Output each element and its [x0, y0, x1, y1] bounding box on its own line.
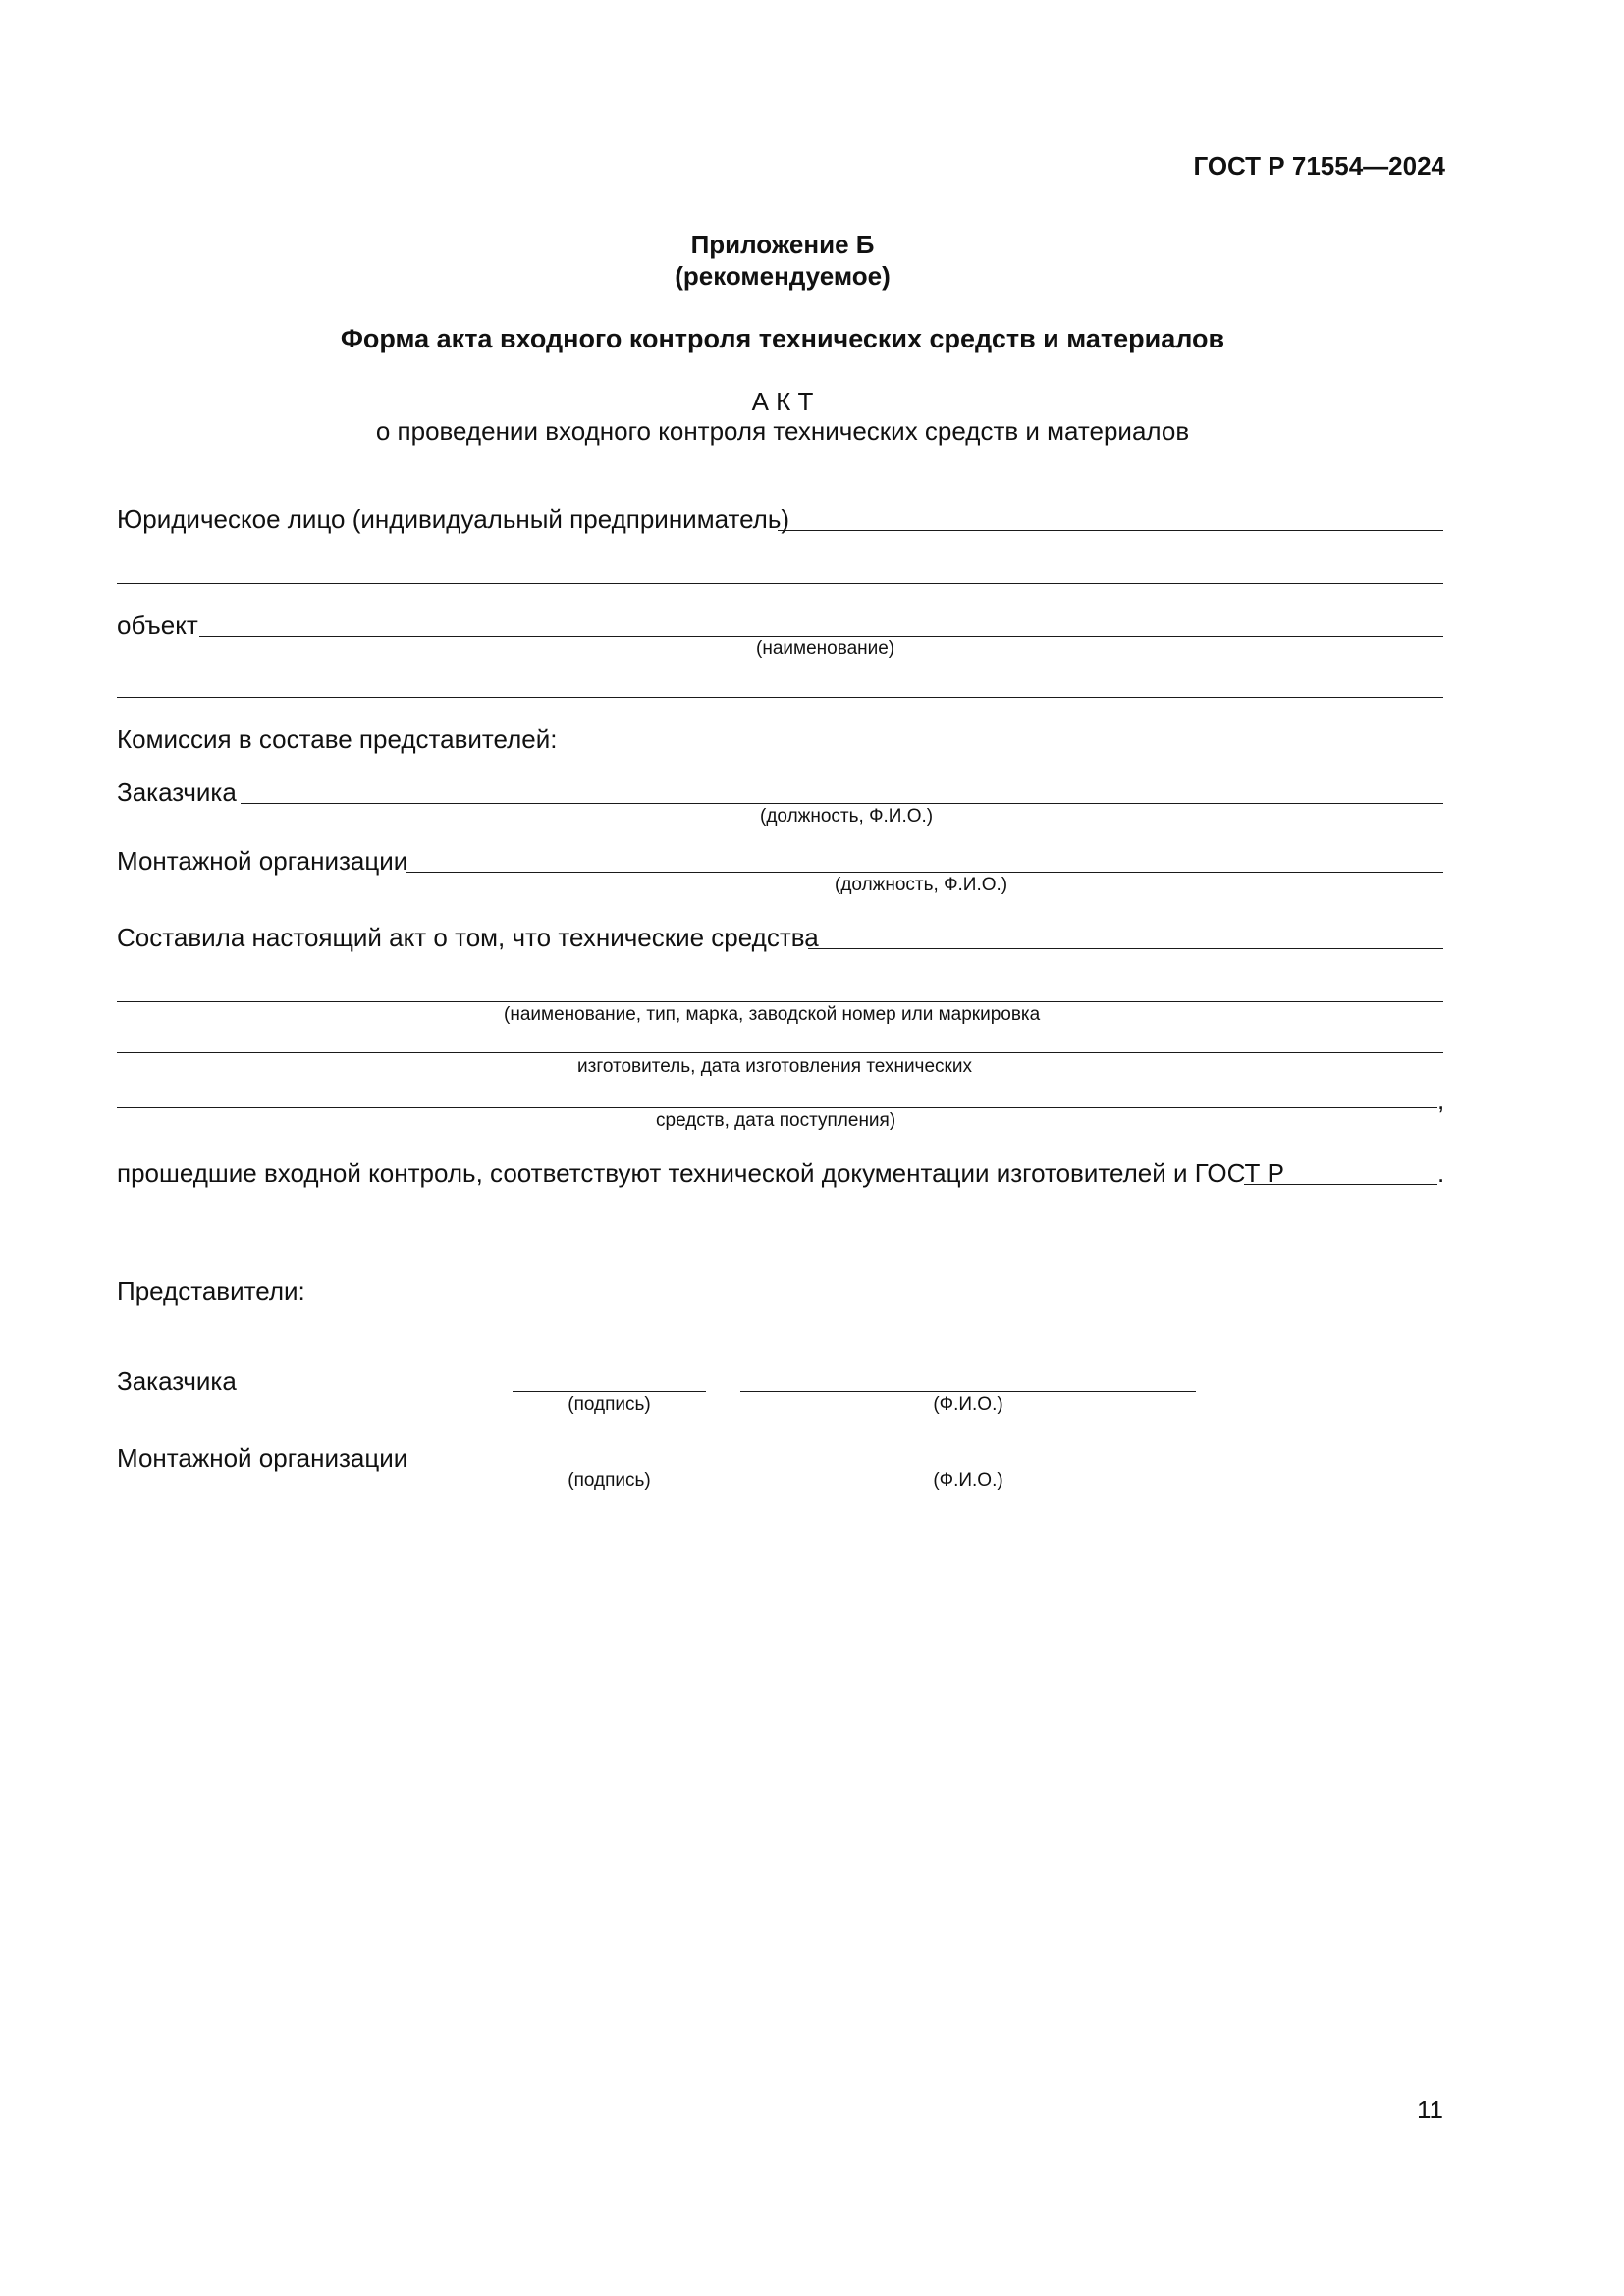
installer-caption: (должность, Ф.И.О.) — [835, 875, 1008, 895]
appendix-title: Приложение Б — [690, 230, 875, 259]
document-number: ГОСТ Р 71554—2024 — [1193, 151, 1445, 181]
object-caption: (наименование) — [756, 638, 895, 659]
installer-signature-label: Монтажной организации — [117, 1443, 408, 1472]
equipment-field-line-3[interactable] — [117, 1052, 1443, 1053]
legal-entity-field-continued[interactable] — [117, 583, 1443, 584]
appendix-status: (рекомендуемое) — [675, 261, 891, 291]
equipment-field-line-4[interactable] — [117, 1107, 1437, 1108]
customer-signature-label: Заказчика — [117, 1366, 237, 1396]
statement-label: Составила настоящий акт о том, что технические средства — [117, 923, 819, 952]
page-number: 11 — [1417, 2095, 1443, 2124]
customer-label: Заказчика — [117, 777, 237, 807]
representatives-heading: Представители: — [117, 1276, 305, 1306]
equipment-field-line-2[interactable] — [117, 1001, 1443, 1002]
conclusion-period: . — [1437, 1158, 1445, 1188]
gost-number-field[interactable] — [1244, 1184, 1437, 1185]
act-title: А К Т — [751, 387, 814, 416]
object-field-continued[interactable] — [117, 697, 1443, 698]
act-subtitle: о проведении входного контроля технических средств и материалов — [375, 416, 1190, 446]
object-label: объект — [117, 611, 198, 640]
customer-signature-field[interactable] — [513, 1391, 706, 1392]
installer-label: Монтажной организации — [117, 846, 408, 876]
equipment-caption-3: средств, дата поступления) — [656, 1110, 896, 1131]
customer-signature-caption: (подпись) — [568, 1394, 651, 1415]
installer-signature-caption: (подпись) — [568, 1470, 651, 1491]
conclusion-text: прошедшие входной контроль, соответствуют технической документации изготовителей и ГОСТ Р — [117, 1158, 1284, 1188]
commission-label: Комиссия в составе представителей: — [117, 724, 558, 754]
appendix-heading: Форма акта входного контроля технических средств и материалов — [340, 324, 1225, 353]
legal-entity-label: Юридическое лицо (индивидуальный предприниматель) — [117, 505, 790, 534]
customer-name-caption: (Ф.И.О.) — [933, 1394, 1003, 1415]
installer-representative-field[interactable] — [406, 872, 1443, 873]
installer-name-caption: (Ф.И.О.) — [933, 1470, 1003, 1491]
equipment-caption-1: (наименование, тип, марка, заводской номер или маркировка — [504, 1004, 1041, 1025]
equipment-caption-2: изготовитель, дата изготовления технических — [577, 1056, 972, 1077]
customer-representative-field[interactable] — [241, 803, 1443, 804]
equipment-field[interactable] — [808, 948, 1443, 949]
customer-caption: (должность, Ф.И.О.) — [760, 806, 934, 827]
object-field[interactable] — [199, 636, 1443, 637]
equipment-comma: , — [1437, 1086, 1445, 1115]
legal-entity-field[interactable] — [778, 530, 1443, 531]
customer-name-field[interactable] — [740, 1391, 1196, 1392]
